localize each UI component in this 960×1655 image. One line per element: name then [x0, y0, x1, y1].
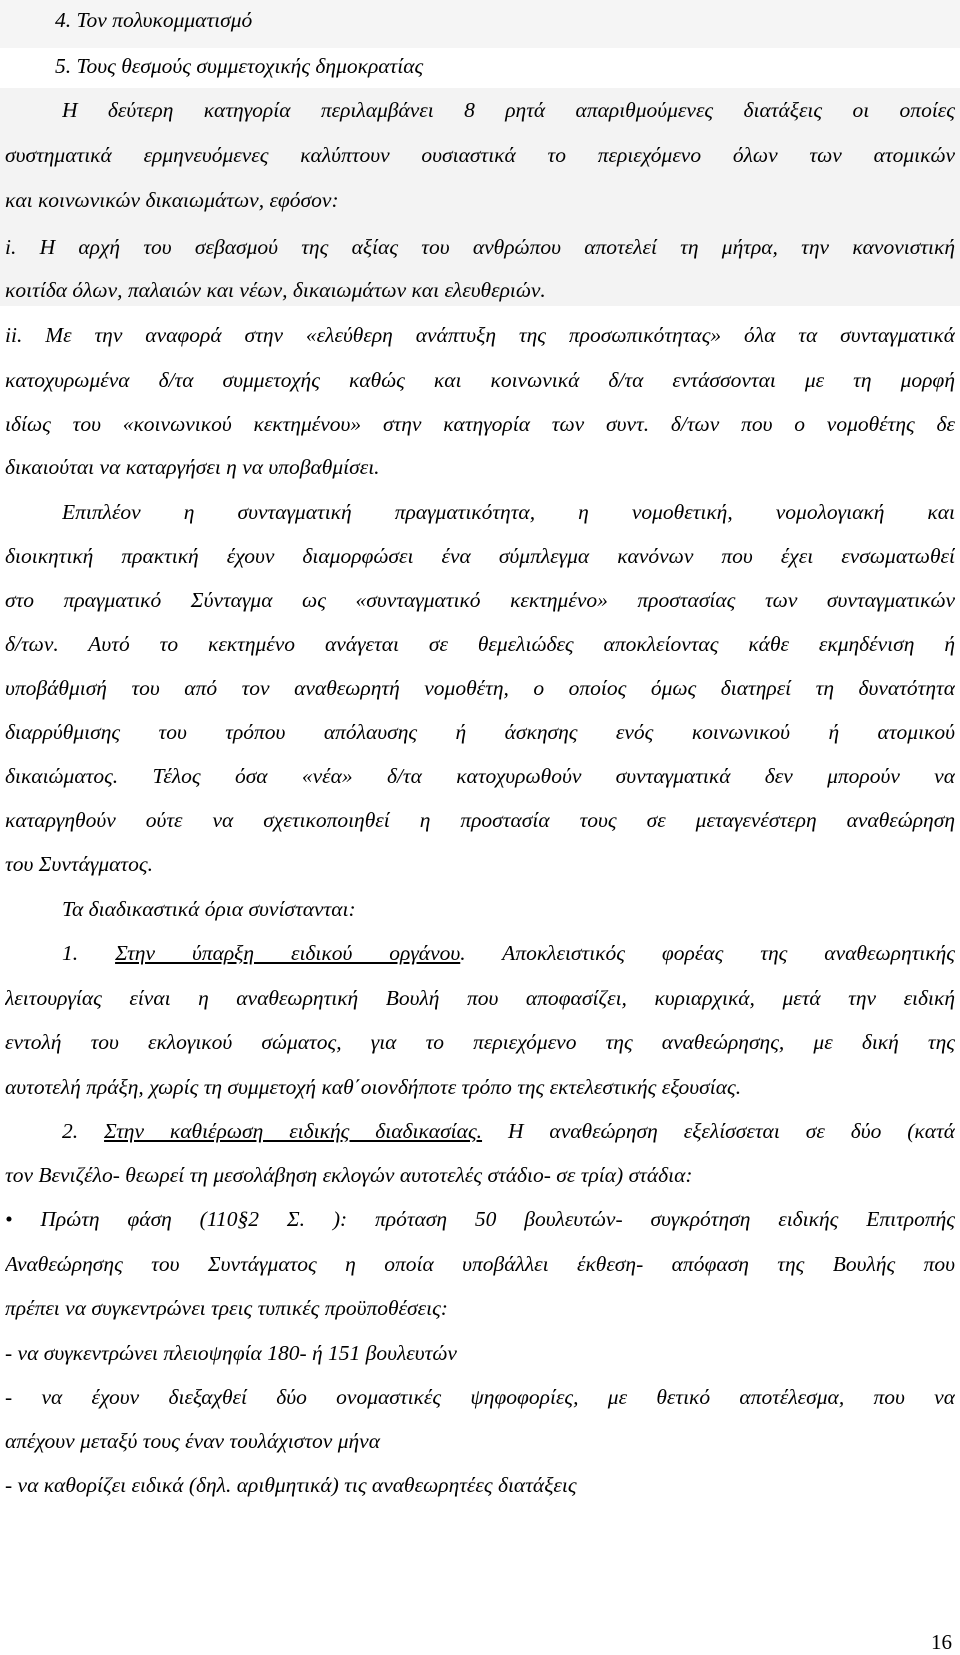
paragraph-line: i. Η αρχή του σεβασμού της αξίας του ανθρώπου αποτελεί τη μήτρα, την κανονιστική	[5, 235, 955, 259]
paragraph-line: Επιπλέον η συνταγματική πραγματικότητα, η νομοθετική, νομολογιακή και	[62, 500, 955, 524]
numbered-item-2	[62, 1111, 955, 1151]
paragraph-line: του Συντάγματος.	[5, 852, 153, 876]
paragraph-line: τον Βενιζέλο- θεωρεί τη μεσολάβηση εκλογών αυτοτελές στάδιο- σε τρία) στάδια:	[5, 1163, 693, 1187]
list-item-4: 4. Τον πολυκομματισμό	[55, 8, 253, 32]
paragraph-line: ιδίως του «κοινωνικού κεκτημένου» στην κατηγορία των συντ. δ/των που ο νομοθέτης δε	[5, 412, 955, 436]
paragraph-line: ii. Με την αναφορά στην «ελεύθερη ανάπτυξη της προσωπικότητας» όλα τα συνταγματικά	[5, 323, 955, 347]
numbered-item-1	[62, 933, 955, 973]
item-2-text: Η αναθεώρηση εξελίσσεται σε δύο (κατά	[482, 1119, 955, 1143]
item-2-number: 2.	[62, 1119, 105, 1143]
paragraph-line: καταργηθούν ούτε να σχετικοποιηθεί η προστασία τους σε μεταγενέστερη αναθεώρηση	[5, 808, 955, 832]
paragraph-line: απέχουν μεταξύ τους έναν τουλάχιστον μήνα	[5, 1429, 380, 1453]
paragraph-line: αυτοτελή πράξη, χωρίς τη συμμετοχή καθ΄οιονδήποτε τρόπο της εκτελεστικής εξουσίας.	[5, 1075, 742, 1099]
item-2-underlined-heading: Στην καθιέρωση ειδικής διαδικασίας.	[104, 1119, 483, 1143]
paragraph-line: πρέπει να συγκεντρώνει τρεις τυπικές προϋποθέσεις:	[5, 1296, 448, 1320]
dash-item: - να συγκεντρώνει πλειοψηφία 180- ή 151 βουλευτών	[5, 1341, 457, 1365]
paragraph-line: κοιτίδα όλων, παλαιών και νέων, δικαιωμάτων και ελευθεριών.	[5, 278, 546, 302]
paragraph-line: εντολή του εκλογικού σώματος, για το περιεχόμενο της αναθεώρησης, με δική της	[5, 1030, 955, 1054]
paragraph-line: δ/των. Αυτό το κεκτημένο ανάγεται σε θεμελιώδες αποκλείοντας κάθε εκμηδένιση ή	[5, 632, 955, 656]
dash-item: - να καθορίζει ειδικά (δηλ. αριθμητικά) τις αναθεωρητέες διατάξεις	[5, 1473, 577, 1497]
paragraph-line: και κοινωνικών δικαιωμάτων, εφόσον:	[5, 188, 339, 212]
paragraph-line: κατοχυρωμένα δ/τα συμμετοχής καθώς και κοινωνικά δ/τα εντάσσονται με τη μορφή	[5, 368, 955, 392]
paragraph-line: λειτουργίας είναι η αναθεωρητική Βουλή που αποφασίζει, κυριαρχικά, μετά την ειδική	[5, 986, 955, 1010]
paragraph-line: στο πραγματικό Σύνταγμα ως «συνταγματικό κεκτημένο» προστασίας των συνταγματικών	[5, 588, 955, 612]
paragraph-line: συστηματικά ερμηνευόμενες καλύπτουν ουσιαστικά το περιεχόμενο όλων των ατομικών	[5, 143, 955, 167]
list-item-5: 5. Τους θεσμούς συμμετοχικής δημοκρατίας	[55, 54, 424, 78]
page-number: 16	[931, 1630, 952, 1654]
paragraph-line: Η δεύτερη κατηγορία περιλαμβάνει 8 ρητά απαριθμούμενες διατάξεις οι οποίες	[62, 98, 955, 122]
bullet-item: • Πρώτη φάση (110§2 Σ. ): πρόταση 50 βουλευτών- συγκρότηση ειδικής Επιτροπής	[5, 1207, 955, 1231]
paragraph-line: διοικητική πρακτική έχουν διαμορφώσει ένα σύμπλεγμα κανόνων που έχει ενσωματωθεί	[5, 544, 955, 568]
paragraph-line: διαρρύθμισης του τρόπου απόλαυσης ή άσκησης ενός κοινωνικού ή ατομικού	[5, 720, 955, 744]
paragraph-line: Τα διαδικαστικά όρια συνίστανται:	[62, 897, 356, 921]
item-1-number: 1.	[62, 941, 116, 965]
item-1-underlined-heading: Στην ύπαρξη ειδικού οργάνου	[115, 941, 461, 965]
paragraph-line: δικαιούται να καταργήσει η να υποβαθμίσει.	[5, 455, 380, 479]
item-1-text: . Αποκλειστικός φορέας της αναθεωρητικής	[460, 941, 955, 965]
paragraph-line: Αναθεώρησης του Συντάγματος η οποία υποβάλλει έκθεση- απόφαση της Βουλής που	[5, 1252, 955, 1276]
paragraph-line: υποβάθμισή του από τον αναθεωρητή νομοθέτη, ο οποίος όμως διατηρεί τη δυνατότητα	[5, 676, 955, 700]
dash-item: - να έχουν διεξαχθεί δύο ονομαστικές ψηφοφορίες, με θετικό αποτέλεσμα, που να	[5, 1385, 955, 1409]
paragraph-line: δικαιώματος. Τέλος όσα «νέα» δ/τα κατοχυρωθούν συνταγματικά δεν μπορούν να	[5, 764, 955, 788]
